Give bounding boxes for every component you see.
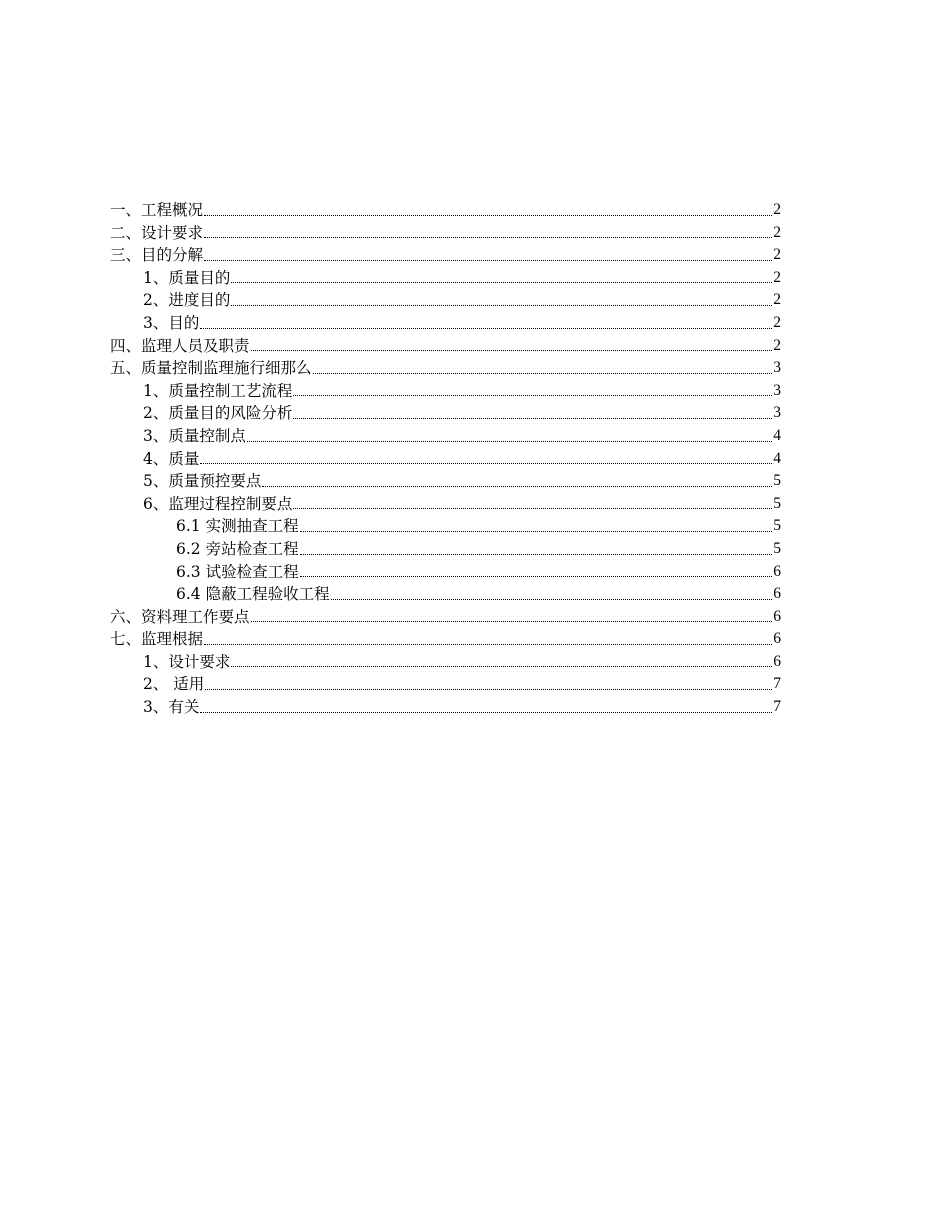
toc-entry-title: 2、质量目的风险分析 — [143, 404, 293, 423]
toc-page-number: 6 — [773, 585, 781, 603]
toc-entry-title: 4、质量 — [143, 449, 200, 468]
toc-entry[interactable] — [110, 222, 781, 245]
toc-entry[interactable] — [110, 402, 781, 425]
toc-entry[interactable] — [110, 425, 781, 448]
toc-page-number: 6 — [773, 652, 781, 670]
toc-entry[interactable] — [110, 199, 781, 222]
toc-page-number: 2 — [773, 268, 781, 286]
toc-page-number: 2 — [773, 291, 781, 309]
toc-entry[interactable] — [110, 583, 781, 606]
toc-entry[interactable] — [110, 673, 781, 696]
toc-entry-title: 6.3 试验检查工程 — [176, 562, 299, 581]
toc-entry[interactable] — [110, 561, 781, 584]
toc-page-number: 3 — [773, 381, 781, 399]
toc-dot-leader — [293, 395, 772, 396]
toc-dot-leader — [300, 576, 773, 577]
toc-page-number: 4 — [773, 449, 781, 467]
toc-dot-leader — [231, 282, 772, 283]
toc-dot-leader — [200, 712, 772, 713]
toc-page-number: 3 — [773, 404, 781, 422]
toc-page-number: 2 — [773, 201, 781, 218]
toc-page-number: 6 — [773, 630, 781, 648]
toc-entry-title: 6.4 隐蔽工程验收工程 — [176, 585, 330, 604]
toc-dot-leader — [204, 237, 772, 238]
toc-dot-leader — [313, 373, 773, 374]
toc-entry-title: 2、 适用 — [143, 675, 205, 694]
table-of-contents — [110, 199, 781, 719]
toc-entry-title: 五、质量控制监理施行细那么 — [110, 359, 312, 378]
toc-entry[interactable] — [110, 380, 781, 403]
toc-entry[interactable] — [110, 696, 781, 719]
toc-entry[interactable] — [110, 538, 781, 561]
toc-entry-title: 七、监理根据 — [110, 630, 204, 649]
toc-page-number: 6 — [773, 607, 781, 625]
toc-page-number: 3 — [773, 359, 781, 377]
toc-entry-title: 6.1 实测抽查工程 — [176, 517, 299, 536]
toc-entry-title: 3、质量控制点 — [143, 426, 246, 445]
toc-page-number: 2 — [773, 223, 781, 241]
toc-entry-title: 1、质量目的 — [143, 268, 231, 287]
toc-entry-title: 四、监理人员及职责 — [110, 336, 250, 355]
toc-entry[interactable] — [110, 493, 781, 516]
toc-page-number: 2 — [773, 246, 781, 264]
toc-entry[interactable] — [110, 267, 781, 290]
toc-entry[interactable] — [110, 628, 781, 651]
toc-entry[interactable] — [110, 312, 781, 335]
toc-dot-leader — [331, 599, 773, 600]
toc-page-number: 5 — [773, 539, 781, 557]
toc-dot-leader — [204, 215, 772, 216]
toc-entry[interactable] — [110, 515, 781, 538]
toc-page-number: 5 — [773, 472, 781, 490]
toc-entry-title: 6.2 旁站检查工程 — [176, 539, 299, 558]
toc-page-number: 2 — [773, 336, 781, 354]
toc-page-number: 7 — [773, 698, 781, 716]
toc-entry[interactable] — [110, 470, 781, 493]
toc-entry-title: 1、质量控制工艺流程 — [143, 381, 293, 400]
toc-entry-title: 5、质量预控要点 — [143, 472, 262, 491]
toc-dot-leader — [262, 486, 772, 487]
toc-dot-leader — [231, 305, 772, 306]
toc-entry-title: 二、设计要求 — [110, 223, 204, 242]
toc-entry-title: 三、目的分解 — [110, 246, 204, 265]
toc-dot-leader — [251, 621, 773, 622]
toc-entry[interactable] — [110, 289, 781, 312]
toc-entry[interactable] — [110, 651, 781, 674]
toc-dot-leader — [200, 463, 772, 464]
toc-page-number: 7 — [773, 675, 781, 693]
toc-entry[interactable] — [110, 606, 781, 629]
toc-dot-leader — [204, 644, 772, 645]
toc-entry-title: 3、目的 — [143, 313, 200, 332]
toc-entry[interactable] — [110, 335, 781, 358]
toc-dot-leader — [247, 441, 772, 442]
toc-entry-title: 2、进度目的 — [143, 291, 231, 310]
toc-page-number: 6 — [773, 562, 781, 580]
toc-entry[interactable] — [110, 357, 781, 380]
toc-dot-leader — [204, 260, 772, 261]
toc-page-number: 5 — [773, 517, 781, 535]
toc-dot-leader — [200, 328, 772, 329]
toc-dot-leader — [300, 554, 773, 555]
toc-dot-leader — [293, 418, 772, 419]
toc-page-number: 5 — [773, 494, 781, 512]
toc-dot-leader — [231, 666, 772, 667]
toc-dot-leader — [251, 350, 773, 351]
toc-page-number: 2 — [773, 313, 781, 331]
toc-entry-title: 一、工程概况 — [110, 201, 204, 219]
toc-entry-title: 1、设计要求 — [143, 652, 231, 671]
toc-dot-leader — [293, 508, 772, 509]
toc-page-number: 4 — [773, 426, 781, 444]
toc-entry-title: 六、资料理工作要点 — [110, 607, 250, 626]
toc-entry[interactable] — [110, 244, 781, 267]
toc-entry-title: 6、监理过程控制要点 — [143, 494, 293, 513]
toc-dot-leader — [300, 531, 773, 532]
toc-entry-title: 3、有关 — [143, 698, 200, 717]
toc-dot-leader — [205, 689, 772, 690]
toc-entry[interactable] — [110, 448, 781, 471]
